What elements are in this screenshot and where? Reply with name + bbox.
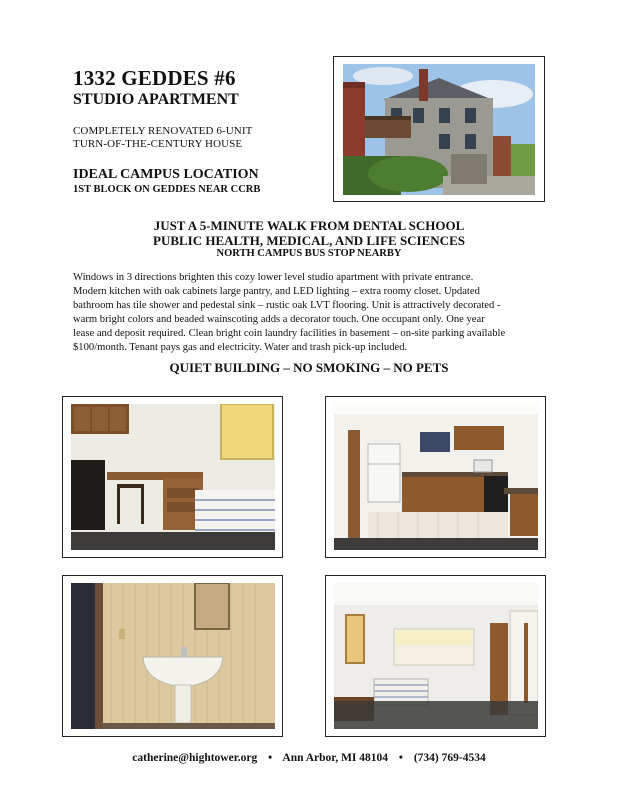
location-title: IDEAL CAMPUS LOCATION [73, 167, 259, 182]
highlight-bus-stop: NORTH CAMPUS BUS STOP NEARBY [216, 248, 402, 259]
contact-email[interactable]: catherine@hightower.org [132, 752, 258, 764]
description-line: bathroom has tile shower and pedestal sink – rustic oak LVT flooring. Unit is attractively decorated - [73, 300, 501, 311]
description-line: lease and deposit required. Clean bright coin laundry facilities in basement – on-site parking available [73, 328, 506, 339]
location-subtitle: 1ST BLOCK ON GEDDES NEAR CCRB [73, 184, 261, 195]
bedroom-photo [325, 575, 546, 737]
description-line: Modern kitchen with oak cabinets large pantry, and LED lighting – extra roomy closet. Updated [73, 286, 480, 297]
listing-subtitle: STUDIO APARTMENT [73, 91, 239, 108]
house-exterior-photo [333, 56, 545, 202]
bedroom-desk-photo [62, 396, 283, 558]
building-policy: QUIET BUILDING – NO SMOKING – NO PETS [169, 360, 449, 375]
footer-separator: • [268, 752, 273, 764]
renovated-line-2: TURN-OF-THE-CENTURY HOUSE [73, 138, 243, 150]
highlight-sciences: PUBLIC HEALTH, MEDICAL, AND LIFE SCIENCES [153, 233, 465, 248]
renovated-line-1: COMPLETELY RENOVATED 6-UNIT [73, 125, 253, 137]
description-paragraph [73, 271, 553, 355]
footer-separator: • [398, 752, 403, 764]
contact-phone[interactable]: (734) 769-4534 [413, 752, 486, 764]
description-line: Windows in 3 directions brighten this cozy lower level studio apartment with private entrance. [73, 272, 474, 283]
listing-title: 1332 GEDDES #6 [73, 66, 236, 90]
description-line: warm bright colors and beaded wainscoting adds a decorator touch. One occupant only. One year [73, 314, 485, 325]
kitchen-photo [325, 396, 546, 558]
bathroom-photo [62, 575, 283, 737]
contact-footer [0, 752, 618, 764]
description-line: $100/month. Tenant pays gas and electricity. Water and trash pick-up included. [73, 342, 408, 353]
contact-address: Ann Arbor, MI 48104 [282, 752, 389, 764]
highlight-dental-school: JUST A 5-MINUTE WALK FROM DENTAL SCHOOL [153, 218, 465, 233]
